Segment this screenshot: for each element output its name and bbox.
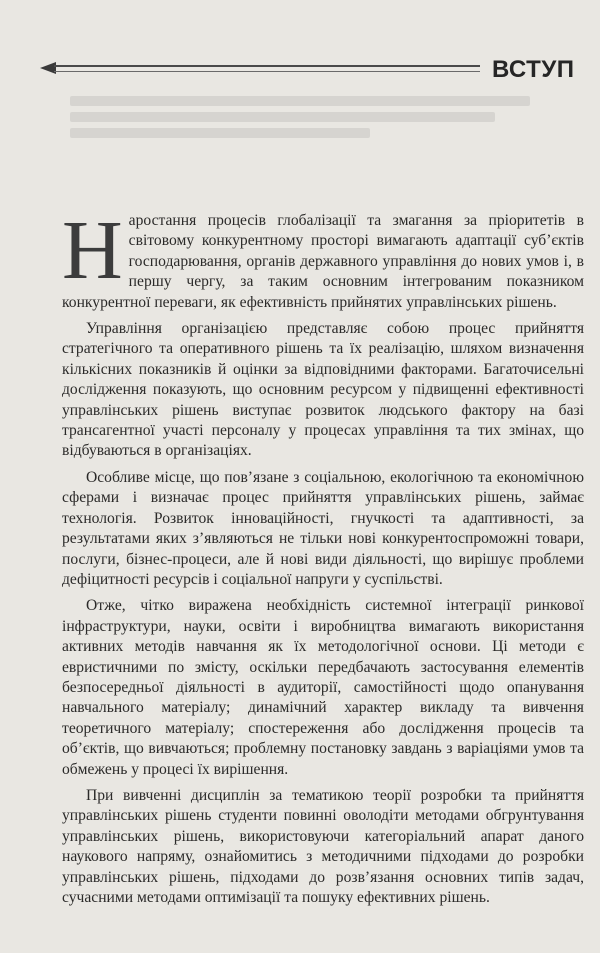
paragraph-2: Управління організацією представляє собою процес прийняття стратегічного та оперативного рішень та їх реалізацію, шляхом визначення кількісних показників й оцінки за відповідними факторами. Багаточисельні дослідження показують, що основним ресурсом у підвищенні ефективності управлінських рішень виступає розвиток людського фактору на базі трансагентної участі персоналу у процесах управління та тих змінах, що відбуваються в організаціях. <box>62 320 584 460</box>
body-text <box>62 204 584 914</box>
bleed-through-text <box>70 96 570 156</box>
arrow-left-icon <box>40 62 56 74</box>
drop-cap: Н <box>62 204 123 297</box>
page-title: ВСТУП <box>492 56 575 83</box>
paragraph-4: Отже, чітко виражена необхідність системної інтеграції ринкової інфраструктури, науки, освіти і виробництва вимагають використання активних методів навчання як їх методологічної основи. Ці методи є евристичними по змісту, оскільки передбачають застосування елементів безпосередньої діяльності в аудиторії, самостійності щодо опанування навчального матеріалу; динамічний характер викладу та вивчення теоретичного матеріалу; спостереження або дослідження процесів та об’єктів, що вивчаються; проблемну постановку завдань з варіаціями умов та обмежень у процесі їх вирішення. <box>62 597 584 778</box>
paragraph-5: При вивченні дисциплін за тематикою теорії розробки та прийняття управлінських рішень студенти повинні оволодіти методами обгрунтування управлінських рішень, використовуючи категоріальний апарат даного наукового напряму, ознайомитись з методичними підходами до розробки управлінських рішень, підходами до розв’язання основних типів задач, сучасними методами оптимізації та пошуку ефективних рішень. <box>62 786 584 906</box>
paragraph-3: Особливе місце, що пов’язане з соціальною, екологічною та економічною сферами і визначає процес прийняття управлінських рішень, займає технологія. Розвиток інноваційності, гнучкості та адаптивності, за результатами яких з’являються не тільки нові конкурентоспроможні товари, послуги, бізнес-процеси, але й нові види діяльності, що вирішує проблеми дефіцитності ресурсів і соціальної напруги у суспільстві. <box>62 468 584 588</box>
paragraph-1: Наростання процесів глобалізації та змагання за пріоритетів в світовому конкурентному просторі вимагають адаптації суб’єктів господарювання, органів державного управління до нових умов і, в першу чергу, за таким основним інтегрованим показником конкурентної переваги, як ефективність прийнятих управлінських рішень. <box>62 204 584 311</box>
heading-rule <box>40 62 480 76</box>
